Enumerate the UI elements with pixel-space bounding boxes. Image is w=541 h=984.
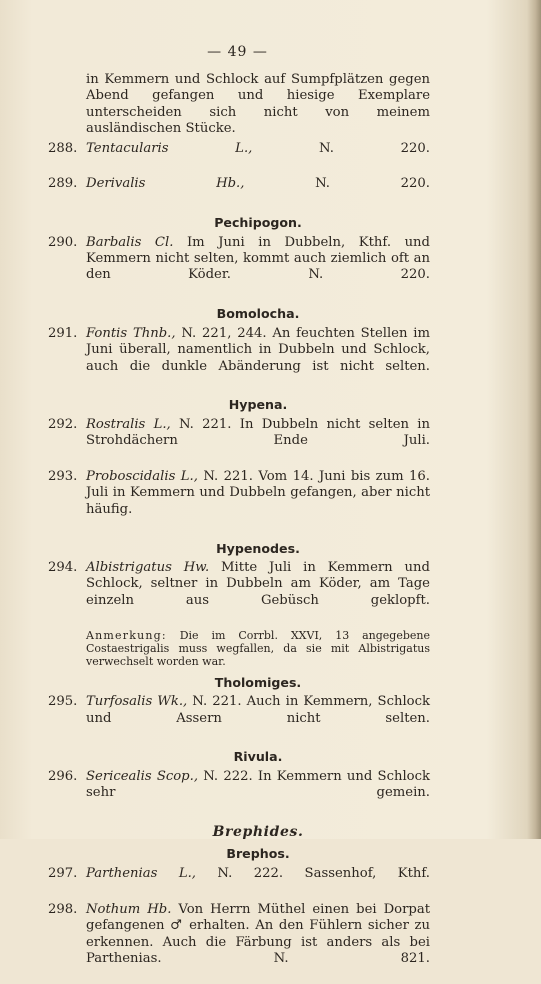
entry-text [86,866,430,899]
entry-description: Von Herrn Müthel einen bei Dorpat gefangenen ♂ erhalten. An den Fühlern sicher zu erkennen. Auch die Färbung ist anders als bei Parthenias. N. 821. [86,901,430,966]
species-name: Tentacularis L., [86,140,253,156]
entry-text [86,769,430,818]
species-name: Proboscidalis L., [86,468,198,484]
entry-description: N. 221. Auch in Kemmern, Schlock und Assern nicht selten. [86,694,430,726]
entry-number: 294. [48,559,78,575]
note-text: Die im Corrbl. XXVI, 13 angegebene Costaestrigalis muss wegfallen, da sie mit Albistrigatus verwechselt worden war. [86,628,430,669]
entry-number: 292. [48,416,78,432]
species-entry [48,902,430,984]
entry-description: Im Juni in Dubbeln, Kthf. und Kemmern nicht selten, kommt auch ziemlich oft an den Köder. N. 220. [86,234,430,283]
entry-number: 290. [48,234,78,250]
entry-description: N. 220. [252,140,430,156]
species-name: Nothum Hb. [86,901,172,917]
species-name: Fontis Thnb., [86,325,176,341]
genus-heading: Hypenodes. [216,540,300,556]
entry-description: Mitte Juli in Kemmern und Schlock, seltner in Dubbeln am Köder, am Tage einzeln aus Gebüsch geklopft. [86,559,430,608]
species-name: Turfosalis Wk., [86,694,188,710]
entry-number: 291. [48,325,78,341]
species-name: Derivalis Hb., [86,176,245,192]
entry-description: N. 221. Vom 14. Juni bis zum 16. Juli in Kemmern und Dubbeln gefangen, aber nicht häufig. [86,468,430,517]
entry-number: 288. [48,140,78,156]
entry-text [86,902,430,984]
species-entry [48,417,430,466]
species-name: Parthenias L., [86,865,196,881]
genus-heading: Rivula. [233,749,283,765]
entry-text [86,141,430,174]
footnote-remark [86,629,430,669]
family-heading: Brephides. [212,824,304,841]
note-label: Anmerkung: [86,628,167,642]
entry-text [86,235,430,301]
species-entry [48,694,430,743]
species-entry [48,866,430,899]
entry-number: 295. [48,694,78,710]
species-entry [48,176,430,209]
genus-heading: Brephos. [226,846,290,862]
species-entry [48,769,430,818]
page-number: — 49 — [207,44,268,60]
species-name: Rostralis L., [86,416,171,432]
species-entry [48,141,430,174]
species-entry [48,235,430,301]
page-edge-shadow [527,0,541,839]
genus-heading: Hypena. [228,397,288,413]
entry-text [86,417,430,466]
entry-number: 297. [48,865,78,881]
entry-description: N. 222. In Kemmern und Schlock sehr gemein. [86,768,430,801]
species-entry [48,469,430,535]
species-entry [48,560,430,626]
species-name: Barbalis Cl. [86,234,174,250]
species-name: Sericealis Scop., [86,768,199,784]
entries-list [48,141,430,984]
text-column [48,72,430,984]
entry-number: 289. [48,176,78,192]
entry-description: N. 221. In Dubbeln nicht selten in Strohdächern Ende Juli. [86,416,431,449]
entry-number: 296. [48,768,78,784]
entry-number: 298. [48,901,78,917]
entry-text [86,326,430,392]
entry-description: N. 221, 244. An feuchten Stellen im Juni überall, namentlich in Dubbeln und Schlock, auch die dunkle Abänderung ist nicht selten. [86,325,430,374]
entry-description: N. 220. [244,176,431,192]
entry-text [86,469,430,535]
entry-text [86,694,430,743]
entry-number: 293. [48,468,78,484]
intro-paragraph: in Kemmern und Schlock auf Sumpfplätzen gegen Abend gefangen und hiesige Exemplare unterscheiden sich nicht von meinem ausländischen Stücke. [86,72,430,137]
entry-text [86,176,430,209]
species-entry [48,326,430,392]
genus-heading: Bomolocha. [216,306,300,322]
genus-heading: Pechipogon. [214,215,302,231]
entry-text [86,560,430,626]
species-name: Albistrigatus Hw. [86,559,210,575]
entry-description: N. 222. Sassenhof, Kthf. [195,865,430,881]
genus-heading: Tholomiges. [214,674,302,690]
